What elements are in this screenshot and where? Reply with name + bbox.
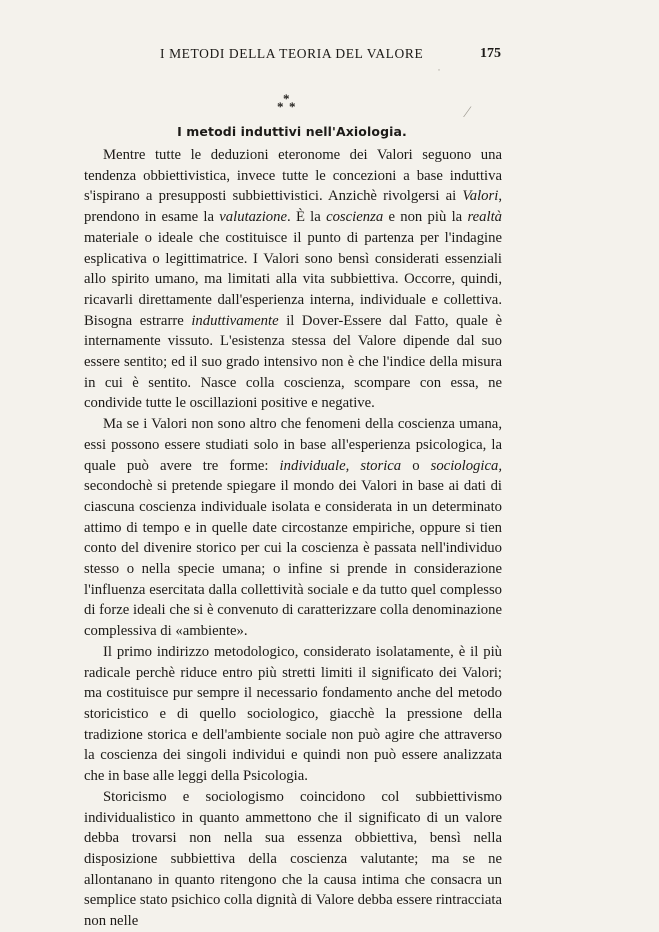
paragraph xyxy=(84,145,502,414)
text-run: Ma se i Valori non sono altro che fenomeni della coscienza umana, essi possono essere studiati solo in base all'esperienza psicologica, la quale può avere tre forme: xyxy=(84,416,502,474)
text-run: il Dover-Essere dal Fatto, quale è internamente vissuto. L'esistenza stessa del Valore dipende dal suo essere sentito; ed il suo grado intensivo non è che l'indice della misura in cui è sentito. Nasce colla coscienza, scompare con essa, ne condivide tutte le oscillazioni positive e negative. xyxy=(84,312,502,412)
stray-mark: ˙ xyxy=(437,66,441,80)
running-title: I METODI DELLA TEORIA DEL VALORE xyxy=(160,46,424,61)
text-run: o xyxy=(401,457,431,474)
italic-run: individuale, storica xyxy=(279,457,402,474)
italic-run: sociologica, xyxy=(430,457,502,474)
stray-mark: ⁄ xyxy=(466,104,469,121)
paragraph xyxy=(84,414,502,642)
section-heading: I metodi induttivi nell'Axiologia. xyxy=(177,124,407,139)
text-run: , prendono in esame la xyxy=(84,188,502,226)
text-run: Storicismo e sociologismo coincidono col subbiettivismo individualistico in quanto ammettono che il significato di un valore debba trovarsi non nella sua essenza obbiettiva, bensì nella disposizione subbiettiva della coscienza valutante; ma se ne allontanano in quanto ritengono che la causa intima che consacra un semplice stato psichico colla dignità di Valore debba essere rintracciata non nelle xyxy=(84,788,502,930)
italic-run: induttivamente xyxy=(191,312,279,329)
text-run: Mentre tutte le deduzioni eteronome dei Valori seguono una tendenza obbiettivistica, invece tutte le concezioni a base induttiva s'ispirano a presupposti subbiettivistici. Anzichè rivolgersi ai xyxy=(84,147,502,205)
paragraph xyxy=(84,642,502,787)
paragraph xyxy=(84,787,502,932)
text-run: e non più la xyxy=(383,209,468,226)
asterism-star-right: * xyxy=(289,99,296,114)
page-number: 175 xyxy=(480,46,501,61)
asterism xyxy=(272,92,302,114)
text-run: secondochè si pretende spiegare il mondo dei Valori in base ai dati di ciascuna coscienza individuale isolata e considerata in un determinato attimo di tempo e in quelle date circostanze empiriche, oppure si tien conto del divenire storico per cui la coscienza è passata nell'individuo stesso o nella specie umana; o infine si prende in considerazione l'influenza esercitata dalla collettività sociale e da tutto quel complesso di forze ideali che si è convenuto di caratterizzare colla denominazione complessiva di «ambiente». xyxy=(84,478,502,640)
text-run: Il primo indirizzo metodologico, considerato isolatamente, è il più radicale perchè riduce entro più stretti limiti il significato dei Valori; ma costituisce pur sempre il necessario fondamento anche del metodo storicistico e di quello sociologico, giacchè la pressione della tradizione storica e dell'ambiente sociale non può agire che attraverso la coscienza dei singoli individui e quindi non può essere analizzata che in base alle leggi della Psicologia. xyxy=(84,643,502,785)
asterism-star-left: * xyxy=(277,99,284,114)
italic-run: valutazione xyxy=(219,209,287,226)
body-text xyxy=(84,145,502,932)
italic-run: realtà xyxy=(467,209,502,226)
italic-run: Valori xyxy=(462,188,499,205)
italic-run: coscienza xyxy=(326,209,384,226)
text-run: materiale o ideale che costituisce il punto di partenza per l'indagine esplicativa o legittimatrice. I Valori sono bensì considerati essenziali allo spirito umano, ma limitati alla vita subbiettiva. Occorre, quindi, ricavarli direttamente dall'esperienza interna, individuale e collettiva. Bisogna estrarre xyxy=(84,229,502,329)
text-run: . È la xyxy=(287,209,327,226)
asterism-star-top: * xyxy=(283,91,290,106)
